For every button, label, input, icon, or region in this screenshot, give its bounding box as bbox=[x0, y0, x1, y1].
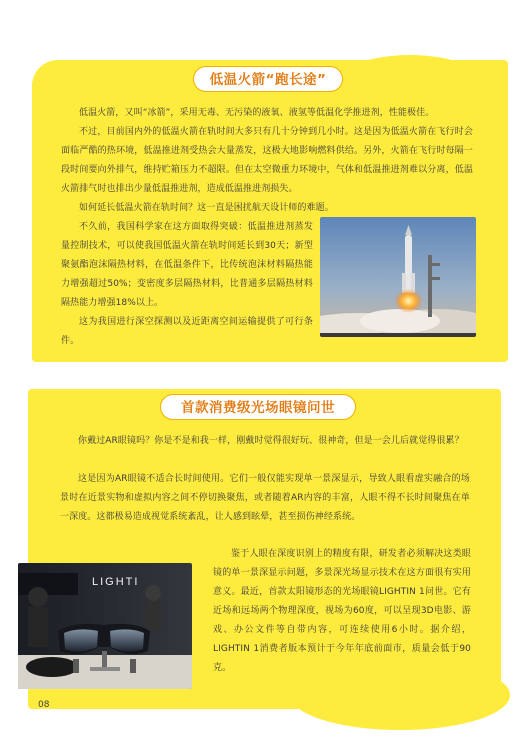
paragraph: 这为我国进行深空探测以及近距离空间运输提供了可行条件。 bbox=[61, 317, 313, 346]
paragraph: 如何延长低温火箭在轨时间？这一直是困扰航天设计师的难题。 bbox=[79, 203, 334, 213]
paragraph: 这是因为AR眼镜不适合长时间使用。它们一般仅能实现单一景深显示，导致人眼看虚实融合的场景时在近景实物和虚拟内容之间不停切换聚焦，或者随着AR内容的丰富，人眼不得不长时间聚焦在单一深度。这都极易造成视觉系统紊乱，让人感到眩晕，甚至损伤神经系统。 bbox=[60, 474, 470, 522]
paragraph: 不久前，我国科学家在这方面取得突破：低温推进剂蒸发量控制技术，可以使我国低温火箭在轨时间延长到30天；新型聚氨酯泡沫隔热材料，在低温条件下，比传统泡沫材料隔热能力增强超过50%；变密度多层隔热材料，比普通多层隔热材料隔热能力增强18%以上。 bbox=[61, 222, 313, 308]
light-field-glasses-photo bbox=[18, 563, 192, 689]
paragraph: 低温火箭，又叫“冰箭”，采用无毒、无污染的液氧、液氢等低温化学推进剂，性能极佳。 bbox=[79, 108, 435, 118]
rocket-launch-photo bbox=[320, 217, 476, 337]
brand-sign: LIGHTI bbox=[92, 576, 140, 588]
section-title-glasses: 首款消费级光场眼镜问世 bbox=[160, 394, 356, 420]
section-title-rocket: 低温火箭“跑长途” bbox=[193, 66, 343, 92]
page-number: 08 bbox=[38, 700, 50, 710]
paragraph: 不过，目前国内外的低温火箭在轨时间大多只有几十分钟到几小时。这是因为低温火箭在飞行时会面临严酷的热环境，低温推进剂受热会大量蒸发，这极大地影响燃料供给。另外，火箭在飞行时每隔一段时间要向外排气，维持贮箱压力不超限。但在太空微重力环境中，气体和低温推进剂难以分离，低温火箭排气时也排出少量低温推进剂，造成低温推进剂损失。 bbox=[61, 127, 473, 194]
paragraph: 鉴于人眼在深度识别上的精度有限，研发者必须解决这类眼镜的单一景深显示问题，多景深光场显示技术在这方面很有实用意义。最近，首款太阳镜形态的光场眼镜LIGHTIN 1问世。它有近场和远场两个物理深度，视场为60度，可以呈现3D电影、游戏、办公文件等自带内容，可连续使用6小时。据介绍，LIGHTIN 1消费者版本预计于今年年底前面市，质量会低于90克。 bbox=[213, 549, 471, 673]
paragraph: 你戴过AR眼镜吗？你是不是和我一样，刚戴时觉得很好玩、很神奇，但是一会儿后就觉得很累？ bbox=[78, 436, 464, 446]
